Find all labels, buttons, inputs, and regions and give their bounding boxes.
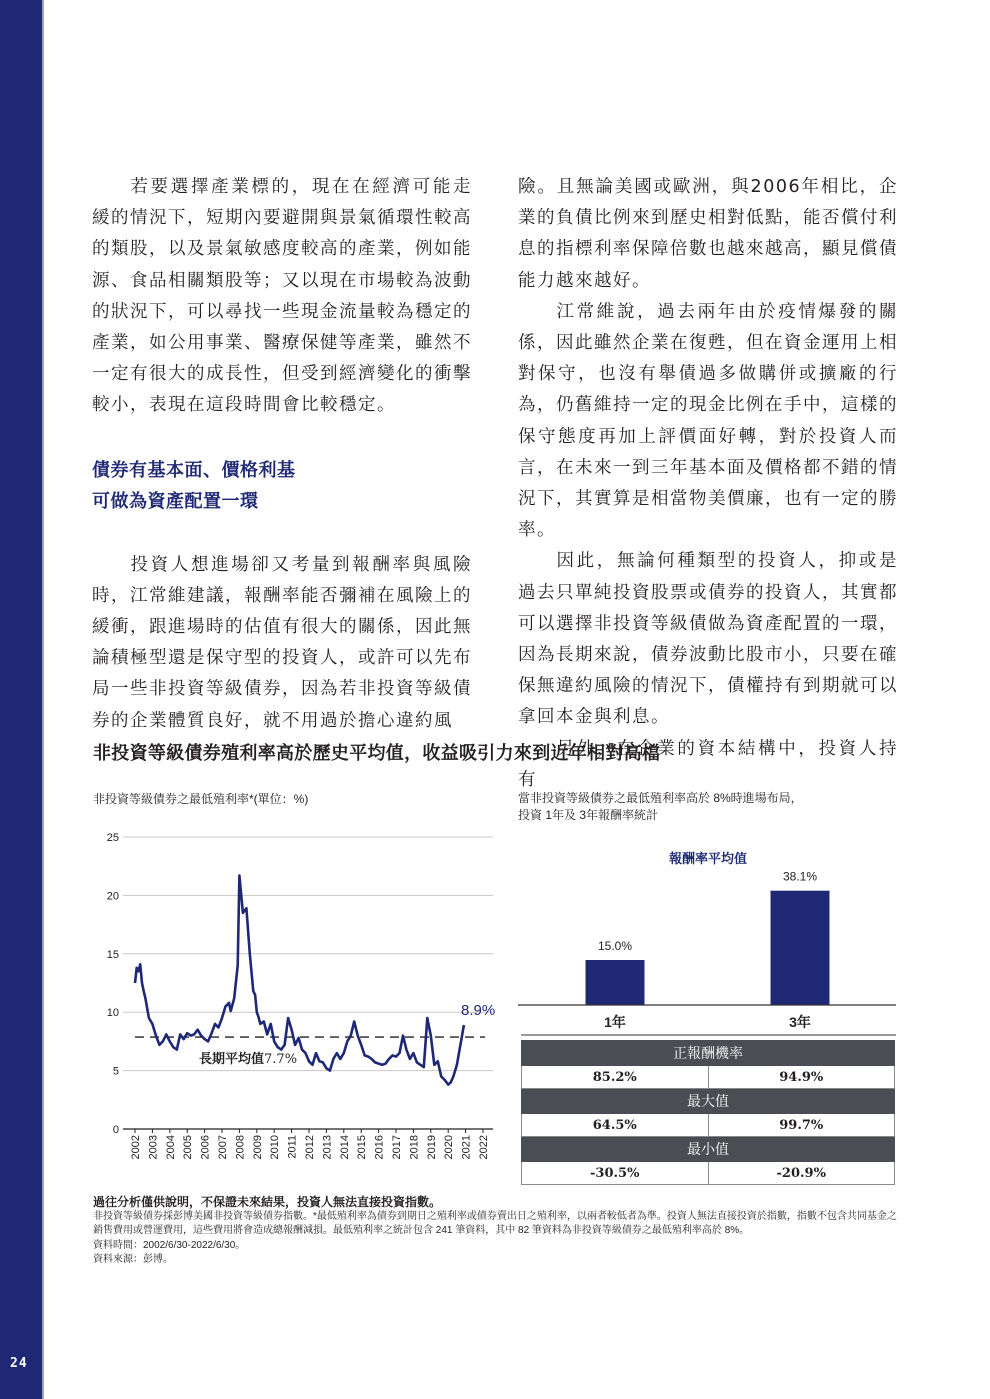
x-tick-label: 2021: [460, 1135, 473, 1160]
x-tick-label: 2011: [286, 1135, 299, 1159]
figure-title: 非投資等級債券殖利率高於歷史平均值，收益吸引力來到近年相對高檔: [93, 743, 661, 764]
bar-chart-subtitle-line: 投資 1年及 3年報酬率統計: [518, 808, 659, 822]
y-tick-label: 0: [112, 1124, 119, 1136]
section-subheading: [92, 455, 472, 517]
x-tick-label: 2020: [443, 1135, 456, 1160]
stats-cell: 99.7%: [708, 1114, 895, 1137]
x-tick-label: 2012: [304, 1135, 316, 1160]
data-period: 資料時間：2002/6/30-2022/6/30。: [93, 1239, 246, 1251]
stats-cell: 94.9%: [708, 1066, 895, 1089]
article-paragraph: 險。且無論美國或歐洲，與2006年相比，企業的負債比例來到歷史相對低點，能否償付利息的指標利率保障倍數也越來越高，顯見償債能力越來越好。: [518, 177, 898, 291]
x-tick-label: 2013: [321, 1135, 334, 1160]
x-tick-label: 2010: [269, 1135, 282, 1160]
article-right-column: [518, 172, 898, 796]
x-tick-label: 2017: [391, 1135, 403, 1160]
footnote-detail: 非投資等級債券採彭博美國非投資等級債券指數。*最低殖利率為債券到期日之殖利率或債券賣出日之殖利率，以兩者較低者為準。投資人無法直接投資於指數，指數不包含共同基金之銷售費用或營運費用，這些費用將會造成總報酬減損。最低殖利率之統計包含 241 筆資料，其中 82 筆資料為非投資等級債券之最低殖利率高於 8%。: [93, 1210, 897, 1236]
stats-header: 最大值: [522, 1089, 895, 1114]
subheading-line: 債券有基本面、價格利基: [92, 459, 296, 481]
y-tick-label: 25: [106, 832, 119, 844]
page-number: 24: [10, 1356, 28, 1371]
stats-header: 最小值: [522, 1137, 895, 1162]
bar-2: [771, 891, 830, 1005]
line-chart-subtitle: 非投資等級債券之最低殖利率*(單位：%): [93, 792, 309, 806]
bar-category-label: 1年: [604, 1014, 626, 1030]
stats-cell: 85.2%: [522, 1066, 709, 1089]
stats-cell: -20.9%: [708, 1162, 895, 1185]
bar-chart-title: 報酬率平均值: [668, 852, 747, 867]
yield-line-chart: [95, 820, 505, 1190]
y-tick-label: 15: [106, 948, 119, 961]
x-tick-label: 2016: [373, 1135, 386, 1160]
stats-cell: 64.5%: [522, 1114, 709, 1137]
x-tick-label: 2005: [182, 1135, 195, 1160]
page-sidebar: [0, 0, 44, 1399]
stats-cell: -30.5%: [522, 1162, 709, 1185]
article-left-column: [92, 172, 472, 737]
bar-category-label: 3年: [789, 1014, 811, 1030]
yield-series-line: [135, 876, 464, 1085]
x-tick-label: 2006: [199, 1135, 212, 1160]
disclaimer: 過往分析僅供說明，不保證未來結果，投資人無法直接投資指數。: [93, 1195, 442, 1209]
x-tick-label: 2018: [408, 1135, 421, 1160]
return-stats-table: [521, 1040, 895, 1185]
x-tick-label: 2003: [147, 1135, 160, 1160]
average-label-text: 長期平均值: [199, 1051, 265, 1067]
x-tick-label: 2015: [356, 1135, 369, 1160]
latest-value-label: 8.9%: [461, 1002, 496, 1020]
subheading-line: 可做為資產配置一環: [92, 490, 259, 512]
bar-value-label: 15.0%: [597, 939, 633, 953]
bar-chart-subtitle-line: 當非投資等級債券之最低殖利率高於 8%時進場布局，: [518, 791, 803, 805]
x-tick-label: 2019: [425, 1135, 438, 1160]
average-label-value: 7.7%: [264, 1052, 298, 1068]
article-paragraph: 若要選擇產業標的，現在在經濟可能走緩的情況下，短期內要避開與景氣循環性較高的類股，以及景氣敏感度較高的產業，例如能源、食品相關類股等；又以現在市場較為波動的狀況下，可以尋找一些現金流量較為穩定的產業，如公用事業、醫療保健等產業，雖然不一定有很大的成長性，但受到經濟變化的衝擊較小，表現在這段時間會比較穩定。: [92, 177, 472, 416]
x-tick-label: 2022: [478, 1135, 490, 1160]
x-tick-label: 2009: [251, 1135, 264, 1160]
y-tick-label: 10: [106, 1007, 119, 1020]
average-label: [199, 1051, 297, 1067]
bar-value-label: 38.1%: [782, 869, 818, 884]
bar-1: [586, 960, 645, 1005]
data-source: 資料來源：彭博。: [93, 1254, 173, 1265]
y-tick-label: 20: [106, 890, 119, 903]
article-paragraph: 因此，無論何種類型的投資人，抑或是過去只單純投資股票或債券的投資人，其實都可以選擇非投資等級債做為資產配置的一環，因為長期來說，債券波動比股市小，只要在確保無違約風險的情況下，債權持有到期就可以拿回本金與利息。: [518, 551, 898, 728]
footnotes: [93, 1195, 903, 1268]
article-paragraph: 投資人想進場卻又考量到報酬率與風險時，江常維建議，報酬率能否彌補在風險上的緩衝，跟進場時的估值有很大的關係，因此無論積極型還是保守型的投資人，或許可以先布局一些非投資等級債券，因為若非投資等級債券的企業體質良好，就不用過於擔心違約風: [92, 554, 472, 731]
article-paragraph: 江常維說，過去兩年由於疫情爆發的關係，因此雖然企業在復甦，但在資金運用上相對保守，也沒有舉債過多做購併或擴廠的行為，仍舊維持一定的現金比例在手中，這樣的保守態度再加上評價面好轉，對於投資人而言，在未來一到三年基本面及價格都不錯的情況下，其實算是相當物美價廉，也有一定的勝率。: [518, 301, 898, 541]
return-bar-chart: [518, 860, 898, 1038]
x-tick-label: 2008: [234, 1135, 247, 1160]
x-tick-label: 2007: [217, 1135, 229, 1160]
x-tick-label: 2002: [130, 1135, 142, 1160]
stats-header: 正報酬機率: [522, 1041, 895, 1066]
bar-chart-subtitle: [518, 790, 803, 824]
article-paragraph: 另外，在企業的資本結構中，投資人持有: [518, 738, 898, 790]
y-tick-label: 5: [112, 1065, 119, 1078]
x-tick-label: 2014: [338, 1135, 351, 1160]
x-tick-label: 2004: [164, 1135, 177, 1160]
